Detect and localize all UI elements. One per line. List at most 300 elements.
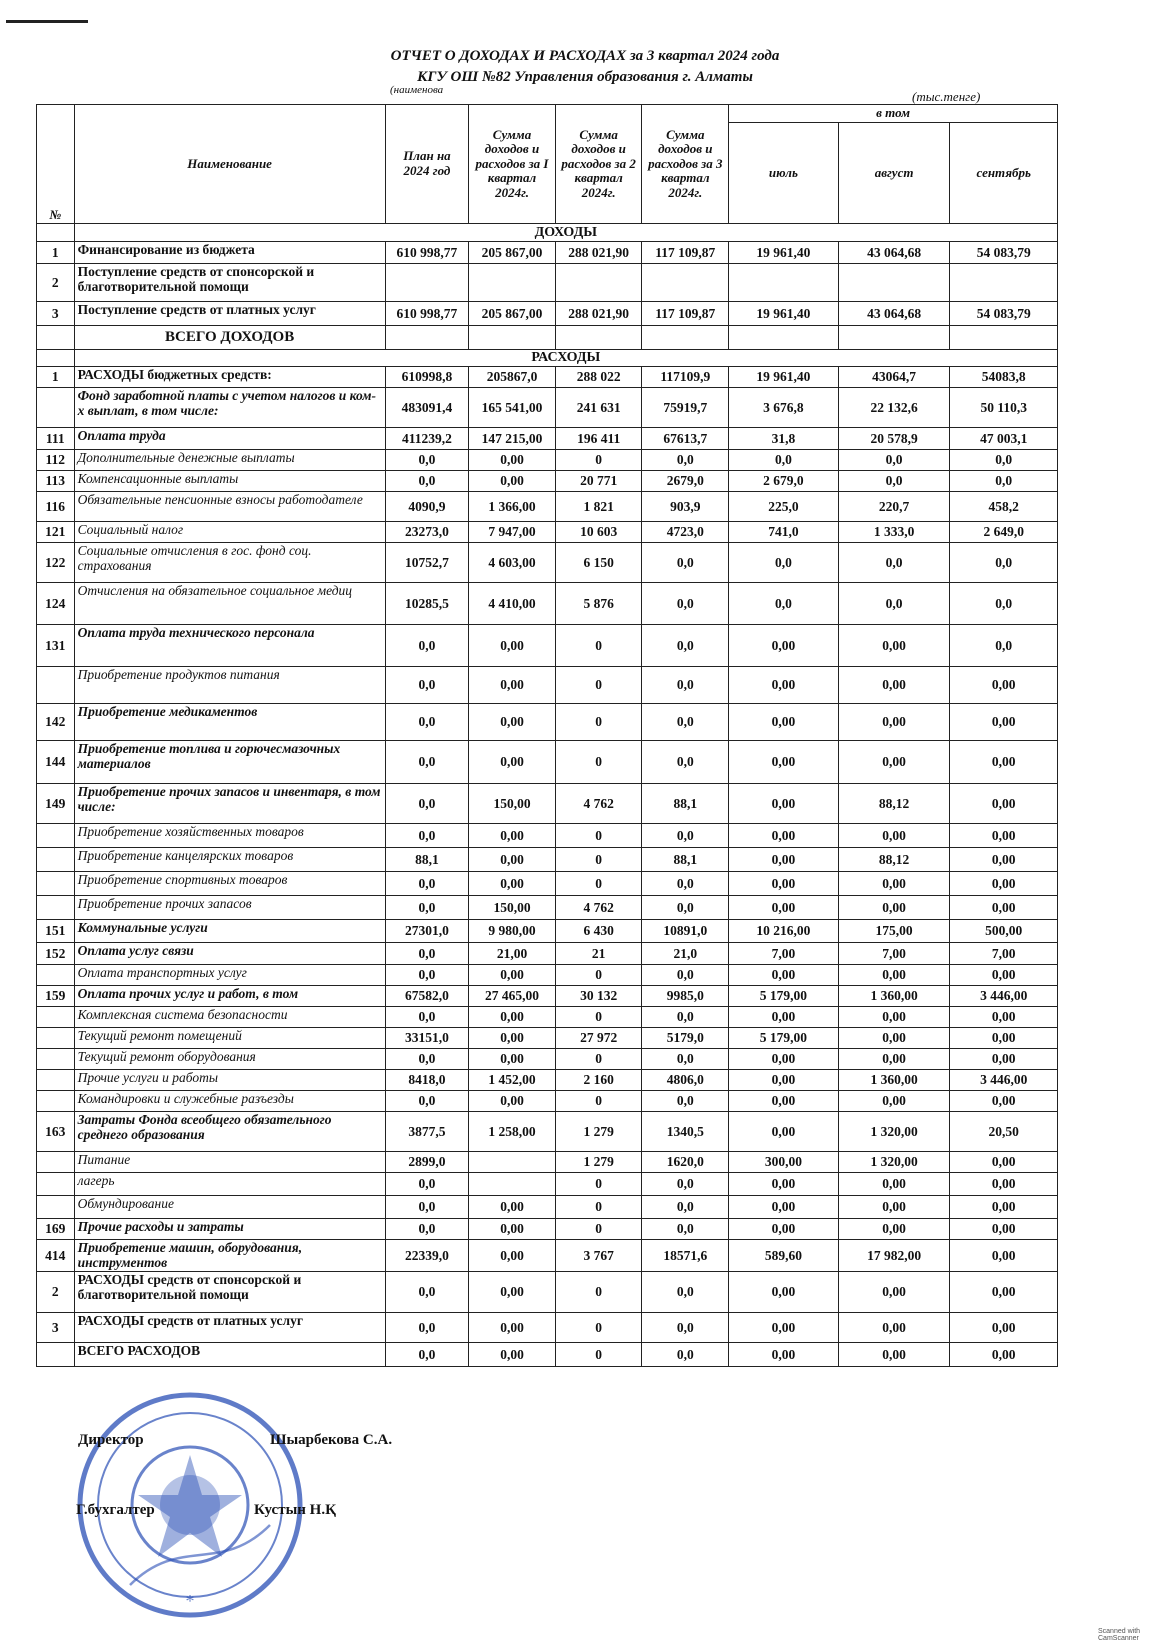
cell-plan: 0,0 [385, 666, 469, 703]
cell-aug: 1 360,00 [838, 1069, 950, 1090]
row-name: Оплата транспортных услуг [74, 964, 385, 985]
cell-q2: 0 [555, 449, 642, 470]
cell-sep: 0,0 [950, 542, 1058, 582]
table-row [37, 582, 1058, 624]
cell-q2: 1 279 [555, 1151, 642, 1172]
accountant-label: Г.бухгалтер [76, 1502, 155, 1518]
cell-q1: 0,00 [469, 1195, 556, 1218]
cell-sep: 0,00 [950, 703, 1058, 740]
cell-q2: 0 [555, 1342, 642, 1366]
row-name: Приобретение канцелярских товаров [74, 847, 385, 871]
cell-jul: 2 679,0 [729, 470, 839, 491]
cell-sep: 54 083,79 [950, 242, 1058, 264]
row-number [37, 1172, 75, 1195]
cell-jul: 19 961,40 [729, 366, 839, 387]
table-row [37, 942, 1058, 964]
cell-q2: 20 771 [555, 470, 642, 491]
cell-q1: 0,00 [469, 823, 556, 847]
table-row [37, 449, 1058, 470]
header-september: сентябрь [950, 123, 1058, 224]
cell-aug: 0,00 [838, 871, 950, 895]
cell-sep: 0,0 [950, 582, 1058, 624]
cell-q1: 0,00 [469, 1342, 556, 1366]
row-number: 111 [37, 427, 75, 449]
table-row [37, 366, 1058, 387]
row-number [37, 1090, 75, 1111]
cell-q2: 241 631 [555, 387, 642, 427]
row-number [37, 1069, 75, 1090]
svg-text:*: * [185, 1591, 195, 1611]
table-row [37, 666, 1058, 703]
cell-plan: 8418,0 [385, 1069, 469, 1090]
row-number: 2 [37, 264, 75, 302]
row-name: ВСЕГО РАСХОДОВ [74, 1342, 385, 1366]
cell-q2: 1 279 [555, 1111, 642, 1151]
cell-jul: 0,00 [729, 1090, 839, 1111]
cell-plan: 483091,4 [385, 387, 469, 427]
cell-q3: 67613,7 [642, 427, 729, 449]
cell-jul: 0,00 [729, 666, 839, 703]
cell-q3: 1340,5 [642, 1111, 729, 1151]
cell-q2: 0 [555, 1312, 642, 1342]
cell-jul: 0,00 [729, 847, 839, 871]
cell-sep: 0,00 [950, 1342, 1058, 1366]
row-number: 163 [37, 1111, 75, 1151]
row-name: Оплата прочих услуг и работ, в том [74, 985, 385, 1006]
cell-q3: 0,0 [642, 703, 729, 740]
cell-q3: 10891,0 [642, 919, 729, 942]
cell-plan [385, 264, 469, 302]
cell-aug: 0,00 [838, 1312, 950, 1342]
cell-q3: 0,0 [642, 666, 729, 703]
cell-q3: 0,0 [642, 871, 729, 895]
subtitle-note: (наименова [390, 84, 444, 96]
row-name: Социальный налог [74, 521, 385, 542]
cell-plan: 3877,5 [385, 1111, 469, 1151]
cell-plan: 0,0 [385, 1195, 469, 1218]
cell-q2: 4 762 [555, 895, 642, 919]
cell-q1: 205 867,00 [469, 242, 556, 264]
table-row [37, 326, 1058, 350]
report-table [36, 104, 1058, 1367]
cell-plan: 0,0 [385, 942, 469, 964]
row-number [37, 387, 75, 427]
cell-q3: 0,0 [642, 1312, 729, 1342]
cell-q1 [469, 1172, 556, 1195]
cell-q1: 0,00 [469, 1218, 556, 1239]
section-income [37, 224, 1058, 242]
cell-aug: 20 578,9 [838, 427, 950, 449]
cell-jul: 741,0 [729, 521, 839, 542]
cell-sep: 0,00 [950, 1195, 1058, 1218]
cell-q2: 0 [555, 823, 642, 847]
cell-q3: 21,0 [642, 942, 729, 964]
table-row [37, 703, 1058, 740]
cell-q2: 6 150 [555, 542, 642, 582]
table-row [37, 1048, 1058, 1069]
cell-sep: 7,00 [950, 942, 1058, 964]
cell-plan: 0,0 [385, 1312, 469, 1342]
table-row [37, 427, 1058, 449]
cell-sep: 0,00 [950, 1218, 1058, 1239]
row-name: лагерь [74, 1172, 385, 1195]
cell-jul [729, 264, 839, 302]
cell-jul: 5 179,00 [729, 1027, 839, 1048]
row-name: Компенсационные выплаты [74, 470, 385, 491]
cell-plan: 27301,0 [385, 919, 469, 942]
cell-aug: 22 132,6 [838, 387, 950, 427]
cell-plan: 10752,7 [385, 542, 469, 582]
cell-aug: 0,00 [838, 666, 950, 703]
cell-q1: 4 410,00 [469, 582, 556, 624]
cell-q3: 5179,0 [642, 1027, 729, 1048]
report-subtitle: КГУ ОШ №82 Управления образования г. Алматы [417, 69, 753, 85]
row-name: Прочие услуги и работы [74, 1069, 385, 1090]
cell-aug: 0,00 [838, 1342, 950, 1366]
row-name: Оплата труда технического персонала [74, 624, 385, 666]
row-number: 3 [37, 1312, 75, 1342]
cell-aug: 0,00 [838, 823, 950, 847]
accountant-name: Кустын Н.Қ [254, 1502, 336, 1518]
cell-jul: 0,00 [729, 703, 839, 740]
cell-plan: 0,0 [385, 1006, 469, 1027]
cell-aug: 0,00 [838, 624, 950, 666]
cell-aug: 17 982,00 [838, 1239, 950, 1271]
cell-q1: 0,00 [469, 449, 556, 470]
cell-q1: 0,00 [469, 624, 556, 666]
cell-q3: 0,0 [642, 1342, 729, 1366]
row-name: РАСХОДЫ средств от платных услуг [74, 1312, 385, 1342]
cell-plan: 67582,0 [385, 985, 469, 1006]
cell-plan: 0,0 [385, 1342, 469, 1366]
cell-q3: 117109,9 [642, 366, 729, 387]
cell-plan: 0,0 [385, 1218, 469, 1239]
cell-plan: 10285,5 [385, 582, 469, 624]
table-body [37, 224, 1058, 1367]
cell-jul: 0,00 [729, 1195, 839, 1218]
row-name: Прочие расходы и затраты [74, 1218, 385, 1239]
row-number: 151 [37, 919, 75, 942]
cell-q3: 75919,7 [642, 387, 729, 427]
row-number: 116 [37, 491, 75, 521]
cell-q2: 288 021,90 [555, 302, 642, 326]
table-row [37, 1312, 1058, 1342]
header-plan: План на 2024 год [385, 105, 469, 224]
cell-q1: 0,00 [469, 740, 556, 783]
row-name: Текущий ремонт оборудования [74, 1048, 385, 1069]
cell-plan: 610 998,77 [385, 242, 469, 264]
cell-q2: 21 [555, 942, 642, 964]
cell-plan: 0,0 [385, 449, 469, 470]
row-name: Приобретение медикаментов [74, 703, 385, 740]
cell-q3: 4806,0 [642, 1069, 729, 1090]
cell-sep: 0,0 [950, 470, 1058, 491]
table-row [37, 1342, 1058, 1366]
table-row [37, 242, 1058, 264]
cell-sep: 3 446,00 [950, 1069, 1058, 1090]
row-number [37, 1048, 75, 1069]
cell-plan: 88,1 [385, 847, 469, 871]
cell-sep: 0,00 [950, 1239, 1058, 1271]
table-row [37, 783, 1058, 823]
cell-plan [385, 326, 469, 350]
cell-aug: 0,00 [838, 1195, 950, 1218]
cell-sep: 54 083,79 [950, 302, 1058, 326]
cell-aug: 0,00 [838, 1090, 950, 1111]
cell-q2: 0 [555, 1218, 642, 1239]
table-row [37, 1195, 1058, 1218]
cell-q1: 21,00 [469, 942, 556, 964]
cell-q3: 0,0 [642, 1271, 729, 1312]
cell-jul: 0,00 [729, 1006, 839, 1027]
cell-q2: 0 [555, 624, 642, 666]
row-name: РАСХОДЫ бюджетных средств: [74, 366, 385, 387]
header-q3: Сумма доходов и расходов за 3 квартал 2024г. [642, 105, 729, 224]
cell-sep [950, 264, 1058, 302]
section-income-label: ДОХОДЫ [74, 224, 1057, 242]
cell-q1 [469, 1151, 556, 1172]
cell-aug: 0,00 [838, 1271, 950, 1312]
row-name: Фонд заработной платы с учетом налогов и ком-х выплат, в том числе: [74, 387, 385, 427]
row-name: Приобретение прочих запасов и инвентаря, в том числе: [74, 783, 385, 823]
report-title: ОТЧЕТ О ДОХОДАХ И РАСХОДАХ за 3 квартал 2024 года [390, 48, 780, 64]
row-name: Приобретение хозяйственных товаров [74, 823, 385, 847]
cell-sep: 0,0 [950, 624, 1058, 666]
row-name: Командировки и служебные разъезды [74, 1090, 385, 1111]
cell-sep: 500,00 [950, 919, 1058, 942]
cell-q1: 147 215,00 [469, 427, 556, 449]
cell-q1: 205 867,00 [469, 302, 556, 326]
cell-q2: 0 [555, 1006, 642, 1027]
cell-q3: 0,0 [642, 582, 729, 624]
cell-sep: 0,00 [950, 1048, 1058, 1069]
cell-jul: 225,0 [729, 491, 839, 521]
cell-q2: 6 430 [555, 919, 642, 942]
cell-q3: 903,9 [642, 491, 729, 521]
cell-q1 [469, 326, 556, 350]
table-row [37, 847, 1058, 871]
row-number [37, 1151, 75, 1172]
cell-aug: 0,00 [838, 1218, 950, 1239]
row-number: 1 [37, 366, 75, 387]
cell-q1: 0,00 [469, 666, 556, 703]
cell-aug: 0,00 [838, 1048, 950, 1069]
cell-q3: 0,0 [642, 1048, 729, 1069]
cell-sep: 0,00 [950, 740, 1058, 783]
row-number: 3 [37, 302, 75, 326]
section-expenses-label: РАСХОДЫ [74, 350, 1057, 367]
cell-sep: 0,00 [950, 871, 1058, 895]
cell-jul: 10 216,00 [729, 919, 839, 942]
table-row [37, 387, 1058, 427]
cell-aug: 0,00 [838, 740, 950, 783]
cell-q2: 27 972 [555, 1027, 642, 1048]
row-name: Приобретение спортивных товаров [74, 871, 385, 895]
cell-q3: 2679,0 [642, 470, 729, 491]
table-row [37, 1090, 1058, 1111]
cell-aug: 43 064,68 [838, 302, 950, 326]
header-q2: Сумма доходов и расходов за 2 квартал 2024г. [555, 105, 642, 224]
row-number [37, 964, 75, 985]
cell-q2: 0 [555, 740, 642, 783]
cell-plan: 0,0 [385, 964, 469, 985]
cell-q2: 30 132 [555, 985, 642, 1006]
cell-jul: 31,8 [729, 427, 839, 449]
cell-q2: 0 [555, 964, 642, 985]
cell-plan: 0,0 [385, 871, 469, 895]
row-number: 169 [37, 1218, 75, 1239]
cell-q2 [555, 264, 642, 302]
cell-jul: 0,00 [729, 1048, 839, 1069]
cell-q1: 0,00 [469, 1271, 556, 1312]
cell-aug [838, 326, 950, 350]
cell-q2: 288 022 [555, 366, 642, 387]
cell-q1: 0,00 [469, 1090, 556, 1111]
cell-sep: 458,2 [950, 491, 1058, 521]
cell-q3: 0,0 [642, 740, 729, 783]
corner-mark [6, 20, 88, 29]
cell-sep: 0,00 [950, 1090, 1058, 1111]
cell-q2: 0 [555, 1195, 642, 1218]
cell-q2: 4 762 [555, 783, 642, 823]
cell-q1: 0,00 [469, 964, 556, 985]
row-name: РАСХОДЫ средств от спонсорской и благотворительной помощи [74, 1271, 385, 1312]
cell-plan: 4090,9 [385, 491, 469, 521]
cell-q3: 0,0 [642, 1172, 729, 1195]
cell-q1: 0,00 [469, 1239, 556, 1271]
cell-aug: 43 064,68 [838, 242, 950, 264]
cell-jul: 0,00 [729, 624, 839, 666]
cell-plan: 610 998,77 [385, 302, 469, 326]
table-row [37, 264, 1058, 302]
row-name: Приобретение машин, оборудования, инструментов [74, 1239, 385, 1271]
cell-q2: 0 [555, 666, 642, 703]
cell-aug: 0,0 [838, 582, 950, 624]
cell-sep: 20,50 [950, 1111, 1058, 1151]
table-row [37, 1111, 1058, 1151]
cell-jul: 0,00 [729, 895, 839, 919]
row-number: 152 [37, 942, 75, 964]
row-number: 1 [37, 242, 75, 264]
row-number: 122 [37, 542, 75, 582]
cell-q2: 5 876 [555, 582, 642, 624]
table-row [37, 919, 1058, 942]
row-name: Обмундирование [74, 1195, 385, 1218]
cell-q2: 2 160 [555, 1069, 642, 1090]
row-number: 144 [37, 740, 75, 783]
cell-jul: 589,60 [729, 1239, 839, 1271]
cell-sep: 0,00 [950, 823, 1058, 847]
cell-aug: 1 333,0 [838, 521, 950, 542]
row-name: Приобретение топлива и горючесмазочных материалов [74, 740, 385, 783]
row-name: Дополнительные денежные выплаты [74, 449, 385, 470]
cell-q3: 0,0 [642, 1195, 729, 1218]
cell-q3: 18571,6 [642, 1239, 729, 1271]
cell-q2: 196 411 [555, 427, 642, 449]
cell-sep: 0,00 [950, 1271, 1058, 1312]
cell-q3: 4723,0 [642, 521, 729, 542]
director-label: Директор [78, 1432, 144, 1448]
table-row [37, 470, 1058, 491]
cell-q2: 0 [555, 1172, 642, 1195]
cell-jul: 7,00 [729, 942, 839, 964]
cell-jul: 19 961,40 [729, 242, 839, 264]
table-row [37, 964, 1058, 985]
row-name: Коммунальные услуги [74, 919, 385, 942]
cell-sep: 0,00 [950, 847, 1058, 871]
cell-sep: 50 110,3 [950, 387, 1058, 427]
cell-jul: 0,00 [729, 1111, 839, 1151]
row-number: 124 [37, 582, 75, 624]
cell-aug [838, 264, 950, 302]
cell-aug: 0,00 [838, 1027, 950, 1048]
header-including: в том [729, 105, 1058, 123]
row-number [37, 1027, 75, 1048]
cell-sep: 0,00 [950, 895, 1058, 919]
cell-sep: 3 446,00 [950, 985, 1058, 1006]
unit-label: (тыс.тенге) [912, 89, 981, 104]
cell-aug: 0,0 [838, 542, 950, 582]
row-number [37, 895, 75, 919]
cell-sep: 0,0 [950, 449, 1058, 470]
cell-q1: 27 465,00 [469, 985, 556, 1006]
cell-q2 [555, 326, 642, 350]
row-number: 131 [37, 624, 75, 666]
cell-q1: 150,00 [469, 895, 556, 919]
cell-q3: 0,0 [642, 964, 729, 985]
row-name: Оплата труда [74, 427, 385, 449]
cell-q1 [469, 264, 556, 302]
cell-aug: 1 320,00 [838, 1111, 950, 1151]
row-name: Текущий ремонт помещений [74, 1027, 385, 1048]
cell-plan: 0,0 [385, 624, 469, 666]
row-name: Финансирование из бюджета [74, 242, 385, 264]
cell-plan: 610998,8 [385, 366, 469, 387]
cell-q2: 0 [555, 1271, 642, 1312]
cell-aug: 0,0 [838, 449, 950, 470]
cell-plan: 23273,0 [385, 521, 469, 542]
cell-aug: 88,12 [838, 847, 950, 871]
header-name: Наименование [74, 105, 385, 224]
cell-jul: 0,00 [729, 783, 839, 823]
cell-jul: 5 179,00 [729, 985, 839, 1006]
cell-jul: 0,00 [729, 1312, 839, 1342]
cell-q3: 0,0 [642, 895, 729, 919]
table-row [37, 302, 1058, 326]
cell-aug: 0,0 [838, 470, 950, 491]
cell-sep: 0,00 [950, 1027, 1058, 1048]
cell-aug: 0,00 [838, 1006, 950, 1027]
row-number: 112 [37, 449, 75, 470]
cell-plan: 2899,0 [385, 1151, 469, 1172]
cell-sep: 0,00 [950, 1172, 1058, 1195]
cell-sep: 0,00 [950, 1006, 1058, 1027]
row-name: Социальные отчисления в гос. фонд соц. страхования [74, 542, 385, 582]
header-august: август [838, 123, 950, 224]
cell-plan: 0,0 [385, 895, 469, 919]
cell-q2: 0 [555, 847, 642, 871]
cell-plan: 0,0 [385, 783, 469, 823]
cell-q3: 0,0 [642, 1218, 729, 1239]
cell-aug: 0,00 [838, 895, 950, 919]
cell-plan: 0,0 [385, 1090, 469, 1111]
cell-jul: 300,00 [729, 1151, 839, 1172]
cell-q3 [642, 326, 729, 350]
table-row [37, 740, 1058, 783]
cell-q1: 0,00 [469, 1006, 556, 1027]
cell-q3: 88,1 [642, 847, 729, 871]
cell-jul: 0,0 [729, 449, 839, 470]
